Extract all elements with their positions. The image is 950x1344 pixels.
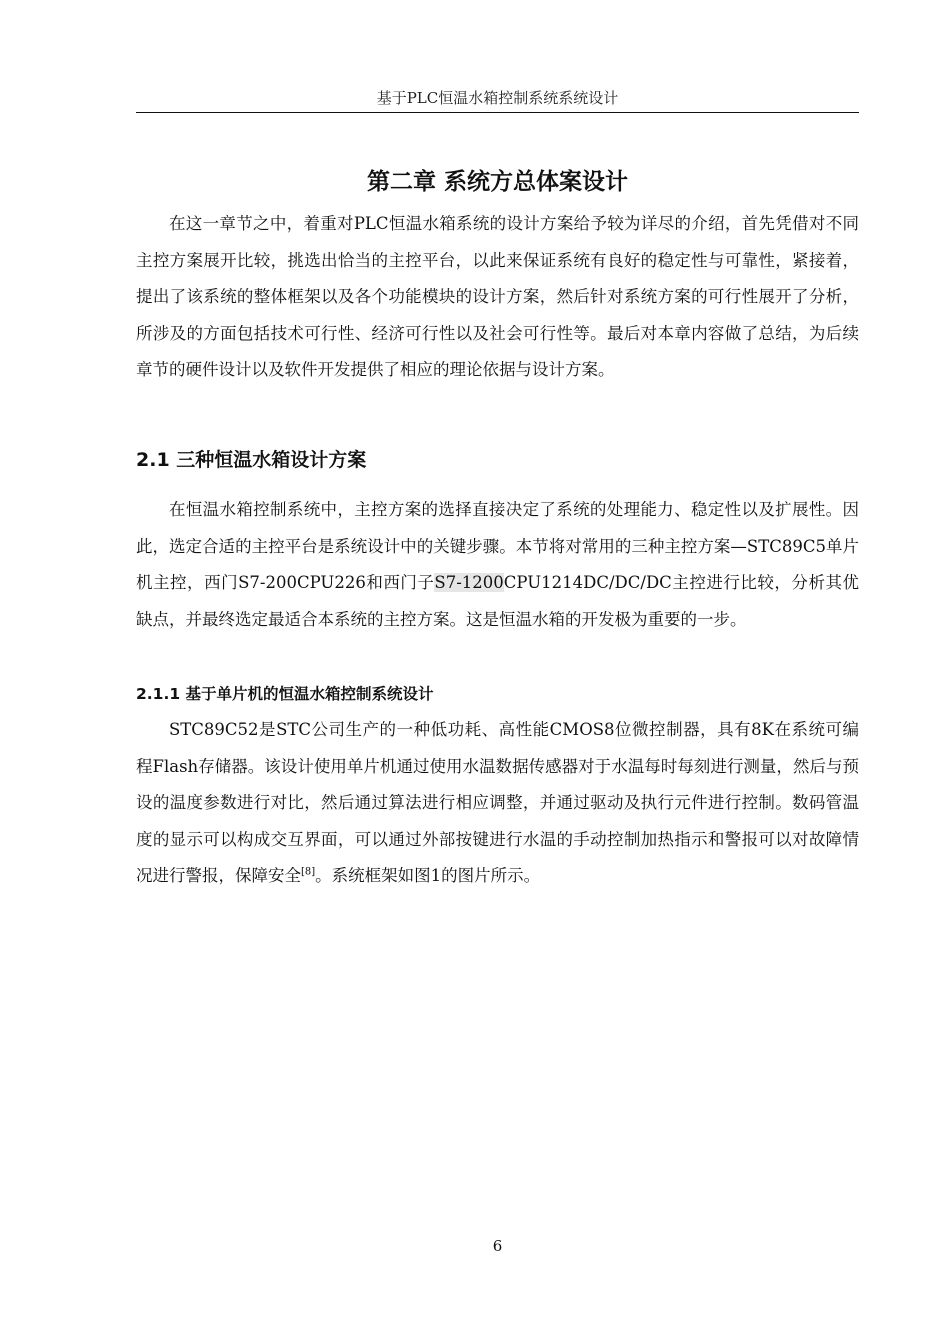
section-2-1-text-a: 在恒温水箱控制系统中，主控方案的选择直接决定了系统的处理能力、稳定性以及扩展性。因此，选定合适的主控平台是系统设计中的关键步骤。本节将对常用的三种主控方案—STC89C5单片机主控，西门S7-200CPU226和西门子 — [136, 500, 859, 592]
highlighted-model: S7-1200 — [434, 573, 504, 592]
section-2-1-heading: 2.1 三种恒温水箱设计方案 — [136, 449, 367, 471]
section-2-1-1-text-b: 。系统框架如图1的图片所示。 — [315, 866, 541, 885]
header-divider — [136, 112, 859, 113]
citation-reference: [8] — [301, 866, 316, 878]
section-2-1-paragraph — [136, 492, 859, 638]
section-2-1-1-heading: 2.1.1 基于单片机的恒温水箱控制系统设计 — [136, 685, 434, 703]
chapter-intro-paragraph: 在这一章节之中，着重对PLC恒温水箱系统的设计方案给予较为详尽的介绍，首先凭借对不同主控方案展开比较，挑选出恰当的主控平台，以此来保证系统有良好的稳定性与可靠性，紧接着，提出了该系统的整体框架以及各个功能模块的设计方案，然后针对系统方案的可行性展开了分析，所涉及的方面包括技术可行性、经济可行性以及社会可行性等。最后对本章内容做了总结，为后续章节的硬件设计以及软件开发提供了相应的理论依据与设计方案。 — [136, 214, 859, 379]
page-number: 6 — [492, 1237, 503, 1255]
section-2-1-1-paragraph — [136, 712, 859, 895]
chapter-title: 第二章 系统方总体案设计 — [366, 169, 628, 195]
section-2-1-text-b: CPU1214DC/DC/DC主控进行比较，分析其优缺点，并最终选定最适合本系统的主控方案。这是恒温水箱的开发极为重要的一步。 — [136, 573, 859, 629]
section-2-1-1-text-a: STC89C52是STC公司生产的一种低功耗、高性能CMOS8位微控制器，具有8K在系统可编程Flash存储器。该设计使用单片机通过使用水温数据传感器对于水温每时每刻进行测量，然后与预设的温度参数进行对比，然后通过算法进行相应调整，并通过驱动及执行元件进行控制。数码管温度的显示可以构成交互界面，可以通过外部按键进行水温的手动控制加热指示和警报可以对故障情况进行警报，保障安全 — [136, 720, 859, 885]
running-header: 基于PLC恒温水箱控制系统系统设计 — [376, 89, 619, 107]
